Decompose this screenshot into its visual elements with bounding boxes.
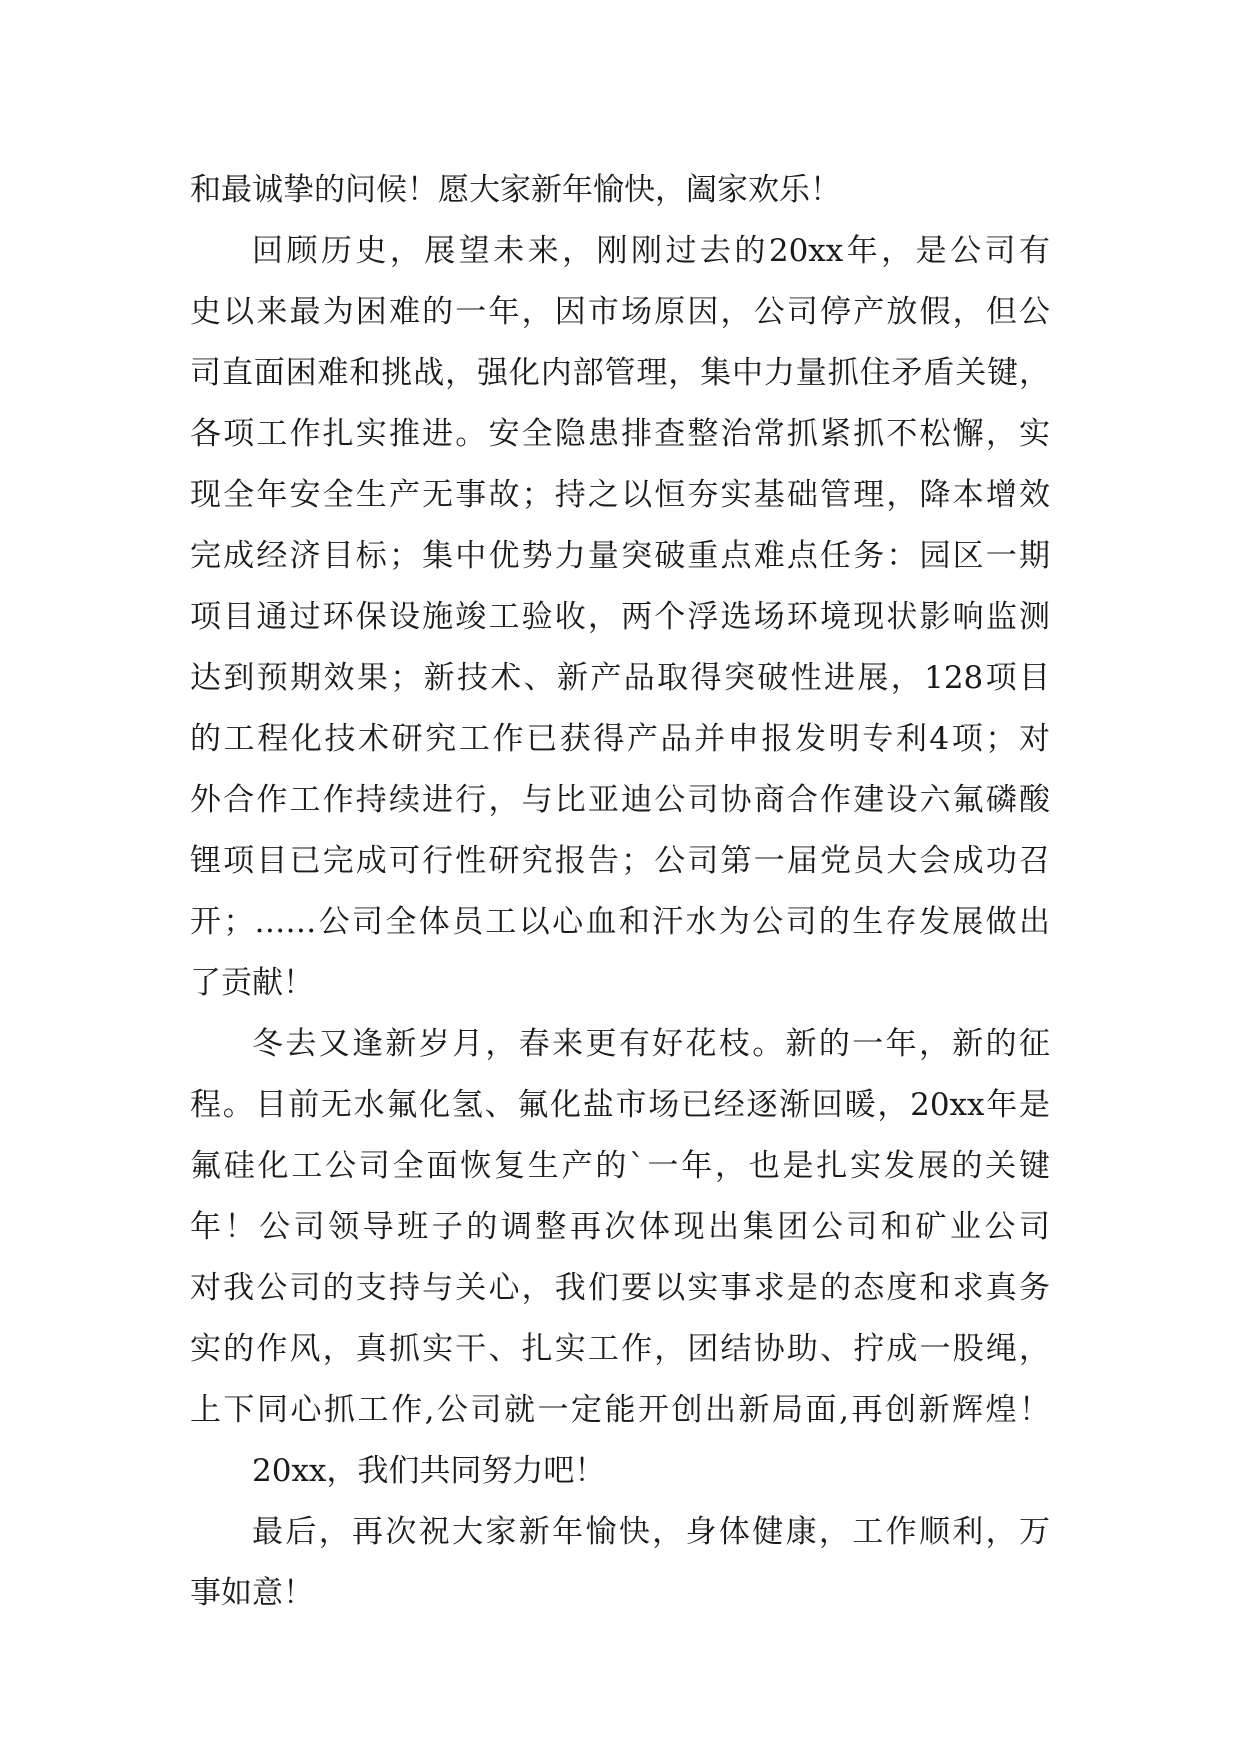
text-line: 达到预期效果；新技术、新产品取得突破性进展，128项目: [190, 660, 1050, 696]
text-line: 项目通过环保设施竣工验收，两个浮选场环境现状影响监测: [190, 599, 1050, 635]
text-line: 和最诚挚的问候！愿大家新年愉快，阖家欢乐！: [190, 172, 841, 208]
text-line: 各项工作扎实推进。安全隐患排查整治常抓紧抓不松懈，实: [190, 416, 1050, 452]
text-line: 最后，再次祝大家新年愉快，身体健康，工作顺利，万: [252, 1514, 1050, 1550]
text-line: 锂项目已完成可行性研究报告；公司第一届党员大会成功召: [190, 843, 1050, 879]
text-line: 回顾历史，展望未来，刚刚过去的20xx年，是公司有: [252, 233, 1050, 269]
text-line: 司直面困难和挑战，强化内部管理，集中力量抓住矛盾关键，: [190, 355, 1050, 391]
text-line: 20xx，我们共同努力吧！: [252, 1453, 606, 1489]
text-line: 完成经济目标；集中优势力量突破重点难点任务：园区一期: [190, 538, 1050, 574]
body-text: [190, 160, 1050, 1624]
text-line: 年！公司领导班子的调整再次体现出集团公司和矿业公司: [190, 1209, 1050, 1245]
text-line: 氟硅化工公司全面恢复生产的`一年，也是扎实发展的关键: [190, 1148, 1050, 1184]
text-line: 程。目前无水氟化氢、氟化盐市场已经逐渐回暖，20xx年是: [190, 1087, 1050, 1123]
text-line: 对我公司的支持与关心，我们要以实事求是的态度和求真务: [190, 1270, 1050, 1306]
text-line: 上下同心抓工作,公司就一定能开创出新局面,再创新辉煌！: [190, 1392, 1050, 1428]
text-line: 开；……公司全体员工以心血和汗水为公司的生存发展做出: [190, 904, 1050, 940]
text-line: 实的作风，真抓实干、扎实工作，团结协助、拧成一股绳，: [190, 1331, 1050, 1367]
text-line: 了贡献！: [190, 965, 314, 1001]
text-line: 事如意！: [190, 1575, 314, 1611]
text-line: 的工程化技术研究工作已获得产品并申报发明专利4项；对: [190, 721, 1050, 757]
text-line: 现全年安全生产无事故；持之以恒夯实基础管理，降本增效: [190, 477, 1050, 513]
text-line: 外合作工作持续进行，与比亚迪公司协商合作建设六氟磷酸: [190, 782, 1050, 818]
text-line: 史以来最为困难的一年，因市场原因，公司停产放假，但公: [190, 294, 1050, 330]
text-line: 冬去又逢新岁月，春来更有好花枝。新的一年，新的征: [252, 1026, 1050, 1062]
